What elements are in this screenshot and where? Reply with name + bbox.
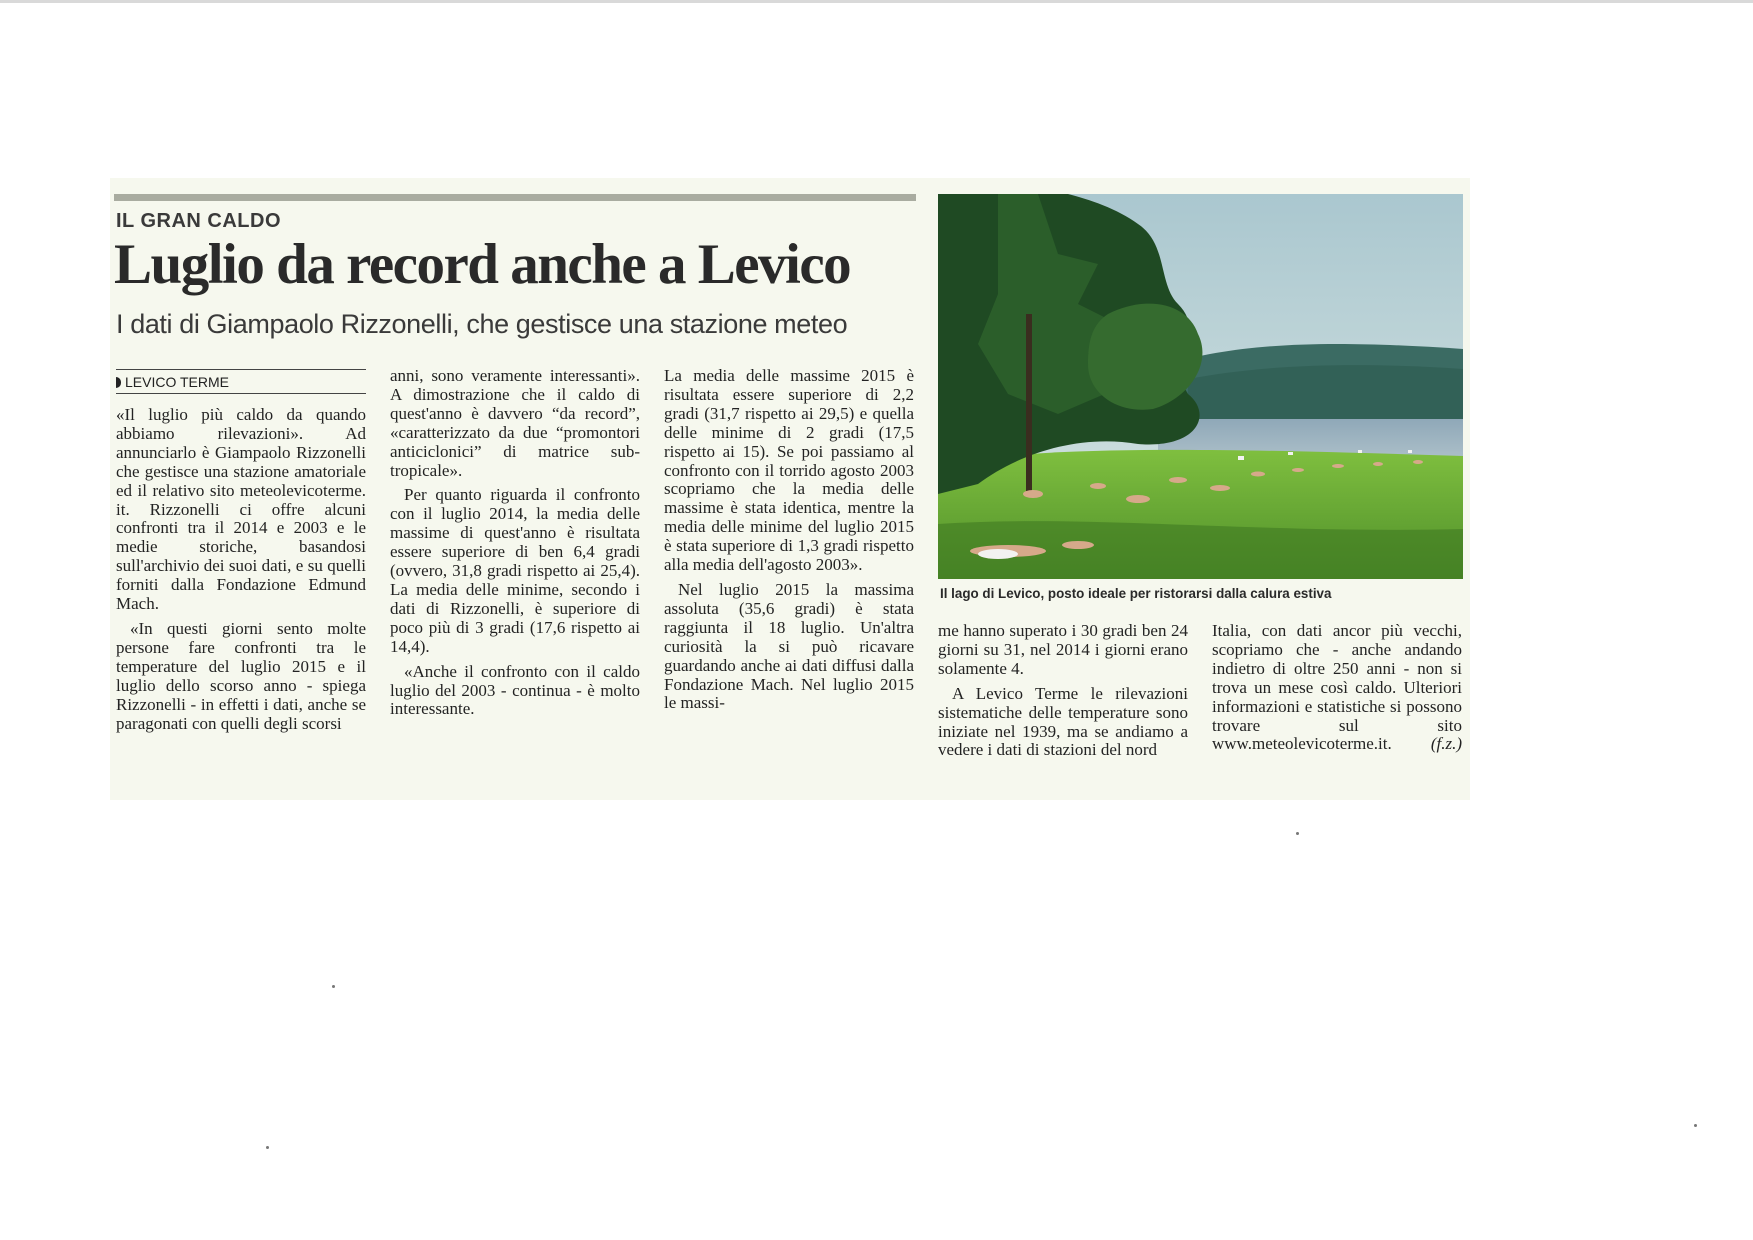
paragraph [1212, 622, 1462, 754]
dateline-marker-icon [116, 377, 121, 388]
dateline-rule-top [116, 369, 366, 370]
lake-photo [938, 194, 1463, 579]
article-column-5 [1212, 622, 1462, 754]
author-signature: (f.z.) [1430, 734, 1462, 754]
paragraph: A Levico Terme le rilevazioni sistematiche delle temperature sono iniziate nel 1939, ma se andiamo a vedere i dati di stazioni del nord [938, 683, 1188, 760]
article-column-4 [938, 622, 1188, 760]
article-kicker: IL GRAN CALDO [116, 210, 282, 232]
scan-edge [0, 0, 1753, 3]
paragraph: La media delle massime 2015 è risultata essere superiore di 2,2 gradi (31,7 rispetto ai 29,5) e quella delle minime di 2 gradi (17,5 rispetto ai 15). Se poi passiamo al confronto con il torrido agosto 2003 scopriamo che la media delle massime è stata identica, mentre la media delle minime del luglio 2015 è stata superiore di 1,3 gradi rispetto alla media dell'agosto 2003». [664, 366, 914, 575]
paragraph: anni, sono veramente interessanti». A dimostrazione che il caldo di quest'anno è davvero “da record”, «caratterizzato da due “promontori anticiclonici” di matrice sub-tropicale». [390, 366, 640, 480]
dateline-text: LEVICO TERME [125, 374, 229, 390]
scan-speck [1296, 832, 1299, 835]
paragraph: Nel luglio 2015 la massima assoluta (35,6 gradi) è stata raggiunta il 18 luglio. Un'altra curiosità la si può ricavare guardando anche ai dati diffusi dalla Fondazione Mach. Nel luglio 2015 le massi- [664, 579, 914, 713]
photo-caption: Il lago di Levico, posto ideale per ristorarsi dalla calura estiva [940, 586, 1332, 601]
paragraph: «Anche il confronto con il caldo luglio del 2003 - continua - è molto interessante. [390, 661, 640, 719]
scan-speck [266, 1146, 269, 1149]
scan-speck [332, 985, 335, 988]
paragraph: «In questi giorni sento molte persone fare confronti tra le temperature del luglio 2015 e il luglio dello scorso anno - spiega Rizzonelli - in effetti i dati, anche se paragonati con quelli degli scorsi [116, 618, 366, 733]
article-subheadline: I dati di Giampaolo Rizzonelli, che gestisce una stazione meteo [116, 309, 848, 339]
paragraph-text: Italia, con dati ancor più vecchi, scopriamo che - anche andando indietro di oltre 250 anni - non si trova un mese così caldo. Ulteriori informazioni e statistiche si possono trovare sul sito www.meteolevicoterme.it. [1212, 621, 1462, 754]
article-column-3 [664, 367, 914, 713]
dateline-rule-bottom [116, 393, 366, 394]
top-rule [114, 194, 916, 201]
article-column-2 [390, 367, 640, 719]
article-headline: Luglio da record anche a Levico [114, 233, 851, 296]
dateline [116, 374, 229, 390]
scan-speck [1694, 1124, 1697, 1127]
paragraph: me hanno superato i 30 gradi ben 24 giorni su 31, nel 2014 i giorni erano solamente 4. [938, 621, 1188, 678]
paragraph: Per quanto riguarda il confronto con il luglio 2014, la media delle massime di quest'anno è risultata essere superiore di ben 6,4 gradi (ovvero, 31,8 gradi rispetto ai 25,4). La media delle minime, secondo i dati di Rizzonelli, è superiore di poco più di 3 gradi (17,6 rispetto ai 14,4). [390, 485, 640, 656]
article-column-1 [116, 406, 366, 733]
paragraph: «Il luglio più caldo da quando abbiamo rilevazioni». Ad annunciarlo è Giampaolo Rizzonelli che gestisce una stazione amatoriale ed il relativo sito meteolevicoterme. it. Rizzonelli ci offre alcuni confronti tra il 2014 e 2003 e le medie storiche, basandosi sull'archivio dei suoi dati, e su quelli forniti dalla Fondazione Edmund Mach. [116, 405, 366, 614]
